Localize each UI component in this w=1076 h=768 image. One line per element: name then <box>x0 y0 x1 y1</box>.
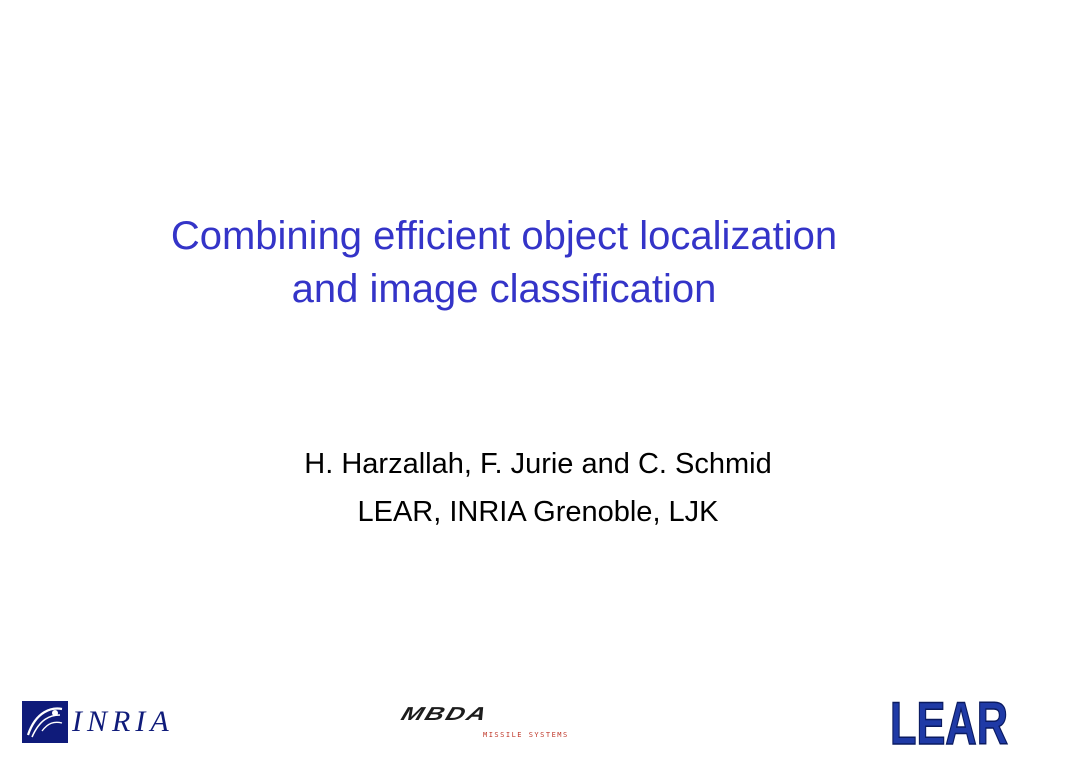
mbda-subtitle: MISSILE SYSTEMS <box>483 731 569 739</box>
lear-logo <box>888 690 1012 757</box>
author-block <box>0 440 1076 536</box>
title-line-2: and image classification <box>291 267 717 311</box>
inria-logo <box>18 697 203 747</box>
mbda-logo <box>398 702 595 744</box>
inria-emblem-icon <box>22 701 68 743</box>
inria-wordmark: INRIA <box>72 705 174 738</box>
slide-title <box>0 210 1008 316</box>
author-affiliation: LEAR, INRIA Grenoble, LJK <box>357 496 719 528</box>
lear-wordmark: LEAR <box>890 690 1008 757</box>
mbda-wordmark: MBDA <box>398 702 492 725</box>
title-line-1: Combining efficient object localization <box>170 214 838 258</box>
author-names: H. Harzallah, F. Jurie and C. Schmid <box>304 448 772 480</box>
